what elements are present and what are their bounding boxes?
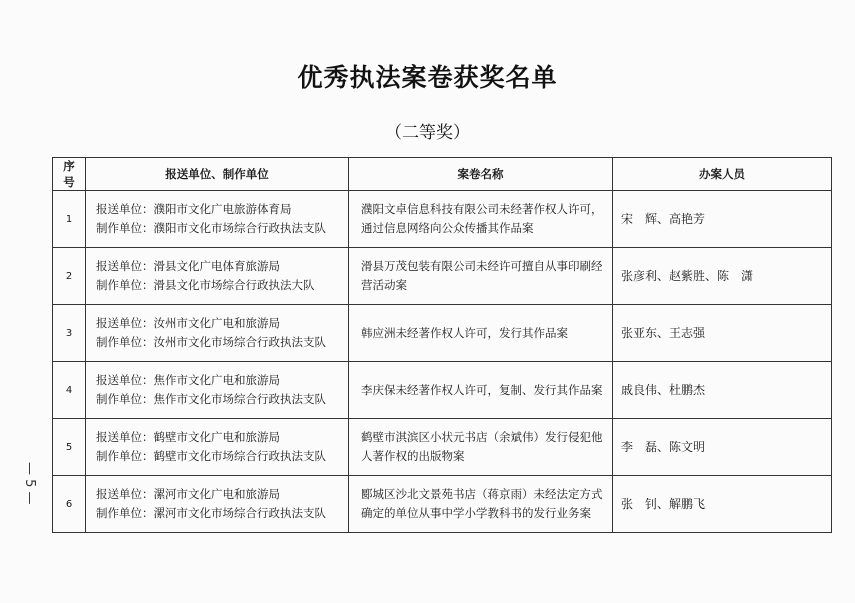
serial-cell: 4 [53, 362, 86, 419]
header-serial: 序号 [53, 158, 86, 191]
case-line: 滑县万茂包装有限公司未经许可擅自从事印刷经 [361, 259, 603, 273]
case-cell [349, 305, 613, 362]
case-cell [349, 476, 613, 533]
serial-cell: 3 [53, 305, 86, 362]
units-cell [86, 362, 349, 419]
report-unit: 报送单位：焦作市文化广电和旅游局 [96, 373, 280, 387]
staff-cell: 戚良伟、杜鹏杰 [613, 362, 832, 419]
table-row [53, 362, 832, 419]
award-table [52, 157, 832, 533]
staff-cell: 张彦利、赵紫胜、陈 潇 [613, 248, 832, 305]
header-staff: 办案人员 [613, 158, 832, 191]
make-unit: 制作单位：濮阳市文化市场综合行政执法支队 [96, 221, 326, 235]
serial-cell: 6 [53, 476, 86, 533]
make-unit: 制作单位：漯河市文化市场综合行政执法支队 [96, 506, 326, 520]
case-cell [349, 191, 613, 248]
case-line: 确定的单位从事中学小学教科书的发行业务案 [361, 506, 591, 520]
staff-cell: 张亚东、王志强 [613, 305, 832, 362]
make-unit: 制作单位：滑县文化市场综合行政执法大队 [96, 278, 315, 292]
report-unit: 报送单位：濮阳市文化广电旅游体育局 [96, 202, 292, 216]
document-title: 优秀执法案卷获奖名单 [297, 63, 558, 92]
report-unit: 报送单位：汝州市文化广电和旅游局 [96, 316, 280, 330]
table-row [53, 305, 832, 362]
header-units: 报送单位、制作单位 [86, 158, 349, 191]
report-unit: 报送单位：漯河市文化广电和旅游局 [96, 487, 280, 501]
case-line: 通过信息网络向公众传播其作品案 [361, 221, 534, 235]
header-case-name: 案卷名称 [349, 158, 613, 191]
table-row [53, 419, 832, 476]
make-unit: 制作单位：汝州市文化市场综合行政执法支队 [96, 335, 326, 349]
case-cell [349, 419, 613, 476]
units-cell [86, 476, 349, 533]
units-cell [86, 248, 349, 305]
serial-cell: 2 [53, 248, 86, 305]
case-line: 李庆保未经著作权人许可，复制、发行其作品案 [361, 382, 603, 397]
staff-cell: 宋 辉、高艳芳 [613, 191, 832, 248]
case-line: 营活动案 [361, 278, 407, 292]
units-cell [86, 419, 349, 476]
staff-cell: 张 钊、解鹏飞 [613, 476, 832, 533]
case-cell [349, 248, 613, 305]
table-header-row [53, 158, 832, 191]
case-line: 郾城区沙北文景苑书店（蒋京雨）未经法定方式 [361, 487, 603, 501]
make-unit: 制作单位：鹤壁市文化市场综合行政执法支队 [96, 449, 326, 463]
case-line: 鹤壁市淇滨区小状元书店（余斌伟）发行侵犯他 [361, 430, 603, 444]
make-unit: 制作单位：焦作市文化市场综合行政执法支队 [96, 392, 326, 406]
serial-cell: 5 [53, 419, 86, 476]
case-line: 人著作权的出版物案 [361, 449, 465, 463]
report-unit: 报送单位：滑县文化广电体育旅游局 [96, 259, 280, 273]
case-line: 濮阳文卓信息科技有限公司未经著作权人许可， [361, 202, 603, 216]
case-line: 韩应洲未经著作权人许可，发行其作品案 [361, 325, 568, 340]
units-cell [86, 191, 349, 248]
table-row [53, 191, 832, 248]
table-row [53, 476, 832, 533]
serial-cell: 1 [53, 191, 86, 248]
table-row [53, 248, 832, 305]
document-subtitle: （二等奖） [385, 123, 470, 143]
units-cell [86, 305, 349, 362]
staff-cell: 李 磊、陈文明 [613, 419, 832, 476]
page-number: — 5 — [22, 462, 37, 505]
case-cell [349, 362, 613, 419]
report-unit: 报送单位：鹤壁市文化广电和旅游局 [96, 430, 280, 444]
